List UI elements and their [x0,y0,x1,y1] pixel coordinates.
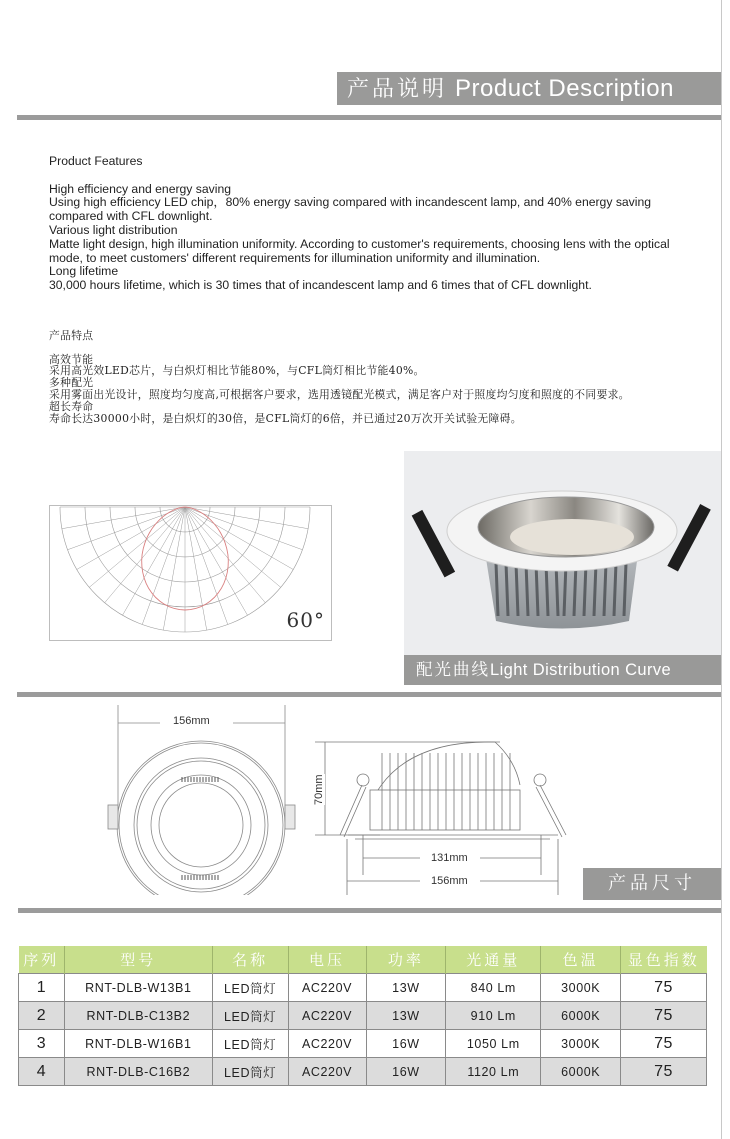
table-cell: LED筒灯 [212,1002,288,1030]
table-cell: 13W [366,1002,446,1030]
table-row [19,1058,707,1086]
side-view-svg [310,735,580,895]
col-header: 名称 [212,946,288,974]
feature-text-cn: 采用雾面出光设计，照度均匀度高,可根据客户要求，选用透镜配光模式，满足客户对于照度均匀度和照度的不同要求。 [49,387,630,401]
features-cn [49,330,719,424]
table-cell: 75 [621,1058,707,1086]
title-cn: 产品说明 [347,77,448,102]
table-cell: 6000K [541,1058,621,1086]
table-cell: AC220V [288,1030,366,1058]
col-header: 功率 [366,946,446,974]
table-cell: 75 [621,974,707,1002]
table-cell: 3000K [541,1030,621,1058]
table-row [19,1030,707,1058]
table-row [19,974,707,1002]
divider [17,692,721,697]
feature-title-cn: 高效节能 [49,352,94,366]
feature-title: Various light distribution [49,222,178,237]
feature-title: Long lifetime [49,264,119,279]
section-title-product-size: 产品尺寸 [583,868,721,900]
table-cell: 2 [19,1002,65,1030]
table-cell: 3000K [541,974,621,1002]
table-cell: AC220V [288,1058,366,1086]
table-cell: RNT-DLB-W16B1 [64,1030,212,1058]
table-cell: 3 [19,1030,65,1058]
section-title-product-description [337,72,721,105]
table-row [19,1002,707,1030]
downlight-image [404,451,721,655]
feature-title: High efficiency and energy saving [49,181,232,196]
light-distribution-caption [404,655,721,685]
table-cell: AC220V [288,974,366,1002]
caption-en: Light Distribution Curve [490,661,672,679]
features-en-heading: Product Features [49,154,143,168]
feature-text: Using high efficiency LED chip，80% energy saving compared with incandescent lamp, and 40% energy saving compared with CFL downlight. [49,195,652,224]
table-cell: 1120 Lm [446,1058,541,1086]
divider [17,115,721,120]
divider [18,908,721,913]
caption-cn: 配光曲线 [416,660,490,679]
feature-title-cn: 超长寿命 [49,399,94,413]
table-cell: 4 [19,1058,65,1086]
table-cell: 6000K [541,1002,621,1030]
product-photo [404,451,721,655]
table-cell: LED筒灯 [212,1058,288,1086]
spring-clip-left [412,510,455,577]
col-header: 色温 [541,946,621,974]
features-cn-heading: 产品特点 [49,329,94,342]
table-header-row [19,946,707,974]
dim-outer-diameter: 156mm [428,875,471,887]
table-cell: AC220V [288,1002,366,1030]
col-header: 光通量 [446,946,541,974]
table-cell: 16W [366,1030,446,1058]
table-cell: 1050 Lm [446,1030,541,1058]
dim-height: 70mm [313,774,325,805]
table-cell: RNT-DLB-C16B2 [64,1058,212,1086]
dim-cutout: 131mm [428,852,471,864]
title-en: Product Description [455,75,674,102]
table-cell: 16W [366,1058,446,1086]
table-cell: RNT-DLB-W13B1 [64,974,212,1002]
table-cell: 1 [19,974,65,1002]
page-edge-line [721,0,722,1139]
table-cell: 75 [621,1002,707,1030]
table-cell: 13W [366,974,446,1002]
side-view-drawing [310,735,580,895]
features-en [49,155,699,293]
table-cell: 840 Lm [446,974,541,1002]
feature-text-cn: 寿命长达30000小时，是白炽灯的30倍，是CFL筒灯的6倍，并已通过20万次开关试验无障碍。 [49,411,522,425]
top-view-svg [100,705,300,895]
col-header: 序列 [19,946,65,974]
table-cell: RNT-DLB-C13B2 [64,1002,212,1030]
light-distribution-diagram [49,505,332,641]
top-view-drawing [100,705,300,895]
table-cell: 75 [621,1030,707,1058]
feature-text: Matte light design, high illumination uniformity. According to customer's requirements, choosing lens with the optical mode, to meet customers' different requirements for illumination uniformity and illumination. [49,236,670,265]
table-cell: 910 Lm [446,1002,541,1030]
beam-angle-label: 60° [286,608,325,632]
table-cell: LED筒灯 [212,974,288,1002]
dim-top-width: 156mm [170,715,213,727]
feature-text-cn: 采用高光效LED芯片，与白炽灯相比节能80%，与CFL筒灯相比节能40%。 [49,364,425,378]
table-cell: LED筒灯 [212,1030,288,1058]
feature-title-cn: 多种配光 [49,376,94,390]
col-header: 显色指数 [621,946,707,974]
spec-table [18,946,707,1086]
feature-text: 30,000 hours lifetime, which is 30 times that of incandescent lamp and 6 times that of CFL downlight. [49,278,592,293]
col-header: 电压 [288,946,366,974]
col-header: 型号 [64,946,212,974]
